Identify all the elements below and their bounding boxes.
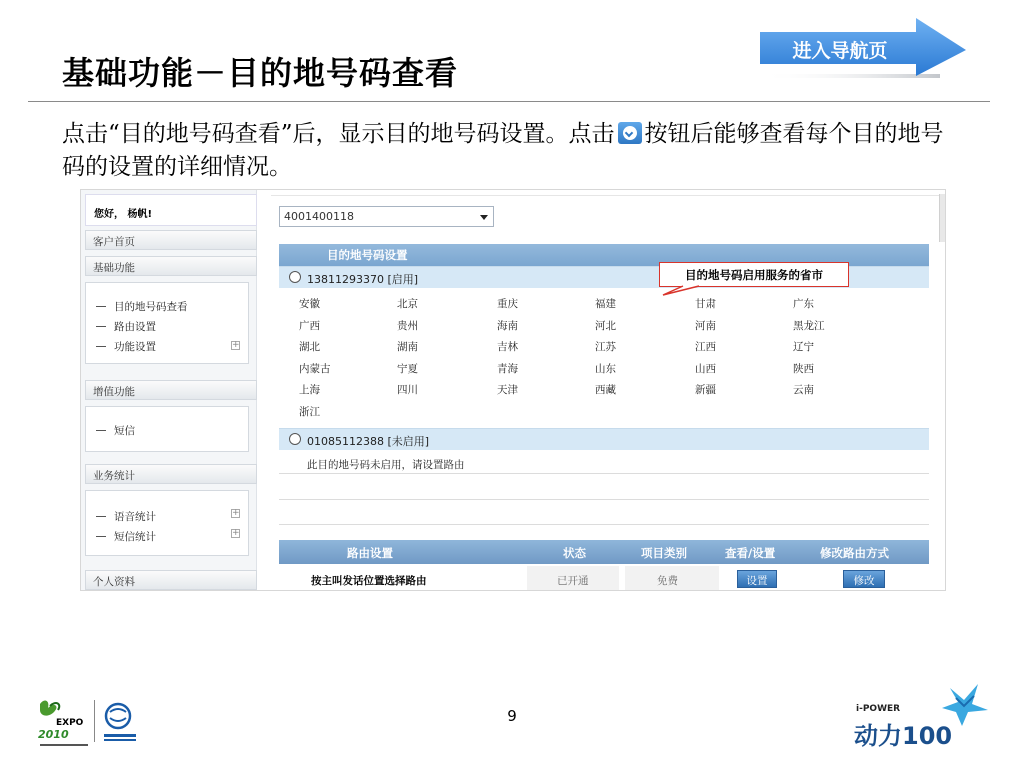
sidebar-value-added-box [85, 406, 249, 452]
slide-title: 基础功能－目的地号码查看 [62, 54, 459, 92]
province-cell: 河南 [695, 319, 716, 332]
expand-plus-icon[interactable]: + [232, 340, 240, 350]
sidebar-item-function[interactable]: 功能设置 [96, 339, 156, 354]
expand-plus-icon[interactable]: + [232, 508, 240, 518]
sidebar [81, 190, 257, 591]
province-cell: 山东 [595, 362, 616, 375]
sidebar-section-value-added[interactable]: 增值功能 [85, 380, 257, 400]
province-cell: 黑龙江 [793, 319, 825, 332]
radio-button[interactable] [289, 271, 301, 283]
inactive-message: 此目的地号码未启用，请设置路由 [279, 452, 929, 474]
province-cell: 天津 [497, 384, 518, 396]
divider [271, 195, 941, 196]
sidebar-section-stats[interactable]: 业务统计 [85, 464, 257, 484]
expand-plus-icon[interactable]: + [232, 528, 240, 538]
sidebar-item-home[interactable]: 客户首页 [85, 230, 257, 250]
greeting: 您好， 杨帆! [85, 194, 257, 226]
route-table-row [279, 566, 929, 591]
number-label: 01085112388 [未启用] [307, 435, 430, 448]
province-cell: 北京 [397, 298, 418, 310]
desc-text-2: 按钮后能够查看每个目的地号码的设置的详细情况。 [62, 121, 944, 180]
title-divider [28, 101, 990, 102]
table-title: 目的地号码设置 [327, 248, 408, 262]
province-cell: 江西 [695, 341, 716, 353]
category-col-header: 项目类别 [641, 546, 687, 560]
province-cell: 山西 [695, 362, 716, 375]
province-cell: 西藏 [595, 384, 616, 396]
route-status: 已开通 [557, 575, 589, 587]
sidebar-item-sms-stats[interactable]: 短信统计 [96, 529, 156, 544]
number-select-value: 4001400118 [284, 210, 354, 223]
ipower-main-label: 动力100 [854, 722, 953, 750]
sidebar-basic-box [85, 282, 249, 364]
sidebar-stats-box [85, 490, 249, 556]
province-cell: 辽宁 [793, 341, 814, 353]
empty-row [279, 501, 929, 525]
set-button[interactable]: 设置 [737, 570, 777, 588]
callout-pointer [661, 285, 701, 297]
province-cell: 吉林 [497, 341, 518, 353]
province-cell: 河北 [595, 319, 616, 332]
province-cell: 甘肃 [695, 298, 716, 310]
expo-year: 2010 [38, 728, 69, 741]
expand-details-icon [618, 122, 642, 144]
desc-text-1: 点击“目的地号码查看”后，显示目的地号码设置。点击 [62, 121, 615, 147]
province-cell: 广东 [793, 298, 814, 310]
province-cell: 青海 [497, 362, 518, 375]
view-col-header: 查看/设置 [725, 546, 776, 560]
province-cell: 上海 [299, 384, 320, 396]
province-cell: 四川 [397, 384, 418, 396]
province-cell: 福建 [595, 298, 616, 310]
province-cell: 新疆 [695, 384, 716, 396]
province-cell: 宁夏 [397, 362, 418, 375]
sidebar-item-route[interactable]: 路由设置 [96, 319, 156, 334]
empty-row [279, 476, 929, 500]
modify-button[interactable]: 修改 [843, 570, 885, 588]
expo-label: EXPO [56, 718, 84, 728]
province-cell: 贵州 [397, 319, 418, 332]
expo-china-mobile-logo [34, 696, 146, 748]
sidebar-section-profile[interactable]: 个人资料 [85, 570, 257, 590]
main-panel [271, 190, 946, 591]
number-select[interactable] [279, 206, 494, 227]
province-cell: 广西 [299, 319, 320, 332]
province-cell: 江苏 [595, 341, 616, 353]
nav-page-button[interactable] [756, 14, 970, 86]
province-cell: 海南 [497, 319, 518, 332]
province-cell: 安徽 [299, 298, 320, 310]
province-grid [279, 292, 929, 424]
sidebar-item-dest-number[interactable]: 目的地号码查看 [96, 299, 188, 314]
route-col-header: 路由设置 [347, 546, 393, 560]
callout-box: 目的地号码启用服务的省市 [659, 262, 849, 287]
modify-col-header: 修改路由方式 [820, 546, 889, 560]
sidebar-item-voice-stats[interactable]: 语音统计 [96, 509, 156, 524]
status-col-header: 状态 [563, 546, 586, 560]
province-cell: 湖北 [299, 341, 320, 353]
nav-button-label: 进入导航页 [792, 40, 888, 62]
ipower-top-label: i-POWER [856, 704, 901, 714]
route-table-header [279, 540, 929, 564]
province-cell: 陕西 [793, 362, 814, 375]
number-label: 13811293370 [启用] [307, 273, 419, 286]
sidebar-item-sms[interactable]: 短信 [96, 423, 135, 438]
number-row-inactive[interactable] [279, 428, 929, 450]
ipower-logo [852, 680, 992, 756]
radio-button[interactable] [289, 433, 301, 445]
sidebar-section-basic[interactable]: 基础功能 [85, 256, 257, 276]
route-name: 按主叫发话位置选择路由 [311, 575, 427, 587]
chevron-down-icon[interactable] [475, 209, 491, 224]
province-cell: 云南 [793, 384, 814, 396]
province-cell: 浙江 [299, 405, 320, 418]
app-screenshot [80, 189, 946, 591]
province-cell: 湖南 [397, 341, 418, 353]
province-cell: 内蒙古 [299, 362, 331, 375]
scrollbar[interactable] [939, 194, 945, 242]
province-cell: 重庆 [497, 298, 518, 310]
route-category: 免费 [657, 575, 678, 587]
slide-description [62, 118, 962, 184]
page-number: 9 [507, 707, 517, 725]
